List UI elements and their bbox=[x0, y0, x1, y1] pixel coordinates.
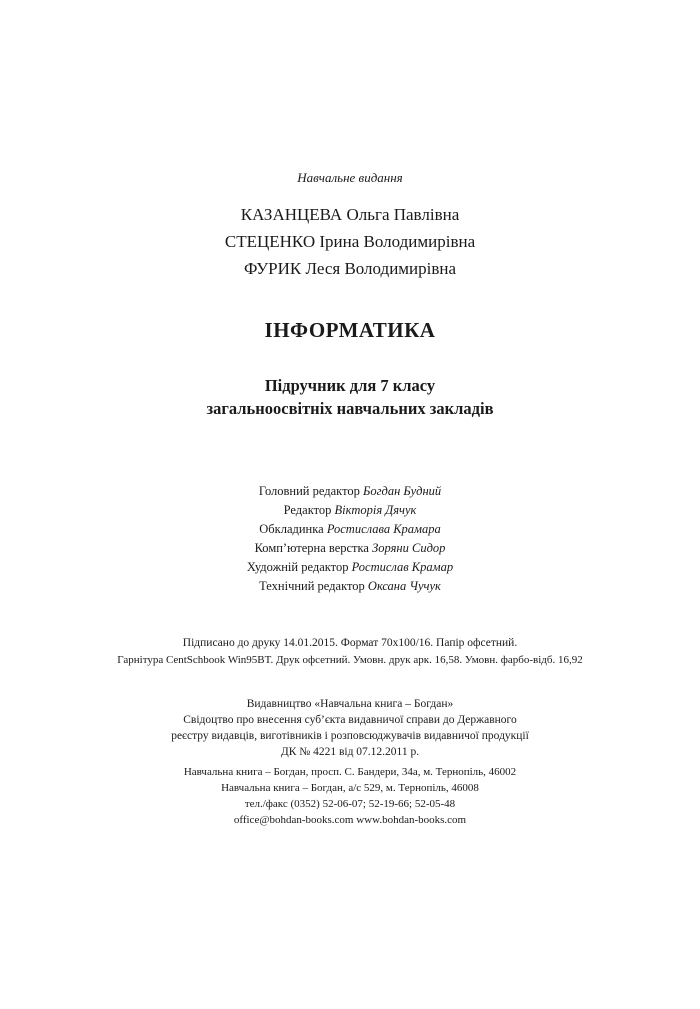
staff-name: Вікторія Дячук bbox=[334, 503, 417, 517]
staff-art-editor bbox=[0, 560, 700, 575]
staff-name: Ростислав Крамар bbox=[351, 560, 454, 574]
staff-name: Богдан Будний bbox=[363, 484, 442, 498]
staff-cover bbox=[0, 522, 700, 537]
staff-name: Зоряни Сидор bbox=[372, 541, 446, 555]
staff-role: Художній редактор bbox=[246, 560, 349, 574]
author-1: КАЗАНЦЕВА Ольга Павлівна bbox=[240, 205, 460, 224]
staff-editor bbox=[0, 503, 700, 518]
staff-name: Ростислава Крамара bbox=[326, 522, 441, 536]
staff-role: Обкладинка bbox=[259, 522, 324, 536]
print-info-line-1: Підписано до друку 14.01.2015. Формат 70х100/16. Папір офсетний. bbox=[182, 637, 518, 649]
contact-line-3: тел./факс (0352) 52-06-07; 52-19-66; 52-05-48 bbox=[244, 798, 456, 810]
staff-tech-editor bbox=[0, 579, 700, 594]
staff-name: Оксана Чучук bbox=[367, 579, 441, 593]
staff-chief-editor bbox=[0, 484, 700, 499]
staff-layout bbox=[0, 541, 700, 556]
publisher-line-2: Свідоцтво про внесення суб’єкта видавничої справи до Державного bbox=[183, 714, 517, 726]
author-2: СТЕЦЕНКО Ірина Володимирівна bbox=[224, 232, 476, 251]
staff-role: Технічний редактор bbox=[259, 579, 365, 593]
staff-role: Комп’ютерна верстка bbox=[254, 541, 369, 555]
contact-line-2: Навчальна книга – Богдан, а/с 529, м. Тернопіль, 46008 bbox=[221, 782, 479, 794]
print-info-line-2: Гарнітура CentSchbook Win95BT. Друк офсетний. Умовн. друк арк. 16,58. Умовн. фарбо-відб. 16,92 bbox=[117, 654, 583, 666]
author-3: ФУРИК Леся Володимирівна bbox=[243, 259, 457, 278]
publisher-line-3: реєстру видавців, виготівників і розповсюджувачів видавничої продукції bbox=[171, 730, 529, 742]
contact-line-4: office@bohdan-books.com www.bohdan-books.com bbox=[233, 814, 467, 826]
staff-role: Редактор bbox=[283, 503, 332, 517]
edition-type: Навчальне видання bbox=[297, 170, 403, 185]
staff-role: Головний редактор bbox=[258, 484, 360, 498]
book-title: ІНФОРМАТИКА bbox=[264, 318, 436, 342]
publisher-line-1: Видавництво «Навчальна книга – Богдан» bbox=[246, 698, 454, 710]
subtitle-line-1: Підручник для 7 класу bbox=[264, 376, 436, 395]
subtitle-line-2: загальноосвітніх навчальних закладів bbox=[206, 399, 494, 418]
contact-line-1: Навчальна книга – Богдан, просп. С. Бандери, 34а, м. Тернопіль, 46002 bbox=[183, 766, 517, 778]
publisher-line-4: ДК № 4221 від 07.12.2011 р. bbox=[280, 746, 420, 758]
